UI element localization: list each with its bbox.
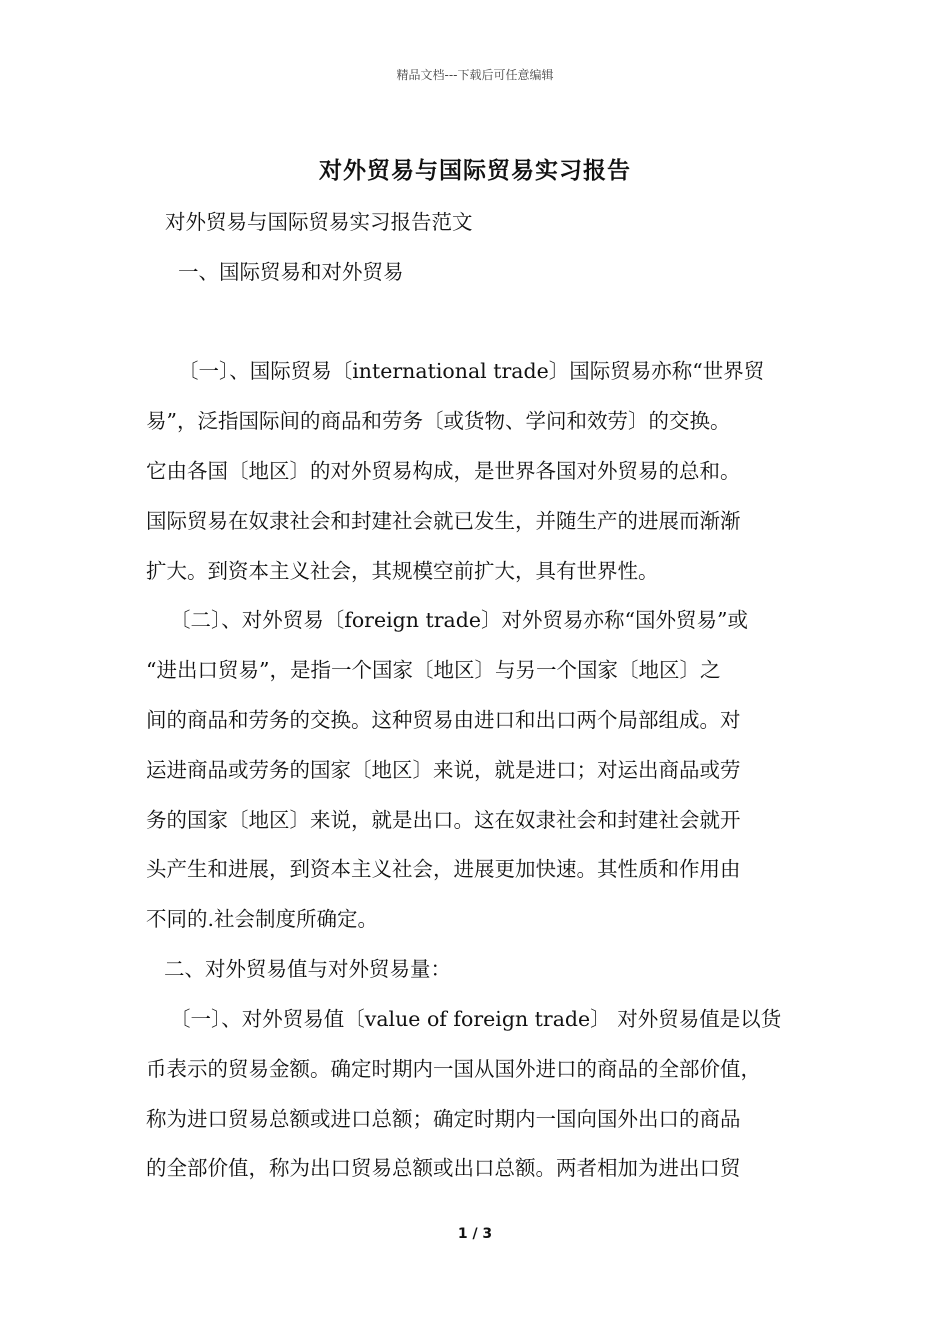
paragraph-line: 币表示的贸易金额。确定时期内一国从国外进口的商品的全部价值， bbox=[146, 1057, 761, 1081]
document-title: 对外贸易与国际贸易实习报告 bbox=[319, 157, 631, 184]
paragraph-line: 头产生和进展，到资本主义社会，进展更加快速。其性质和作用由 bbox=[146, 857, 741, 881]
paragraph-line: 务的国家〔地区〕来说，就是出口。这在奴隶社会和封建社会就开 bbox=[146, 808, 741, 832]
paragraph-line: 不同的.社会制度所确定。 bbox=[146, 907, 379, 931]
paragraph-line: 称为进口贸易总额或进口总额；确定时期内一国向国外出口的商品 bbox=[146, 1107, 741, 1131]
paragraph-line: 的全部价值，称为出口贸易总额或出口总额。两者相加为进出口贸 bbox=[146, 1156, 741, 1180]
paragraph-line: “进出口贸易”，是指一个国家〔地区〕与另一个国家〔地区〕之 bbox=[146, 658, 721, 682]
section-heading-2: 二、对外贸易值与对外贸易量： bbox=[164, 957, 451, 981]
paragraph-line: 国际贸易在奴隶社会和封建社会就已发生，并随生产的进展而渐渐 bbox=[146, 509, 741, 533]
page-header: 精品文档---下载后可任意编辑 bbox=[396, 68, 554, 82]
paragraph-line: 扩大。到资本主义社会，其规模空前扩大，具有世界性。 bbox=[146, 559, 659, 583]
paragraph-line: 运进商品或劳务的国家〔地区〕来说，就是进口；对运出商品或劳 bbox=[146, 758, 741, 782]
section-heading-1: 一、国际贸易和对外贸易 bbox=[178, 260, 404, 284]
subtitle-line: 对外贸易与国际贸易实习报告范文 bbox=[165, 210, 473, 234]
paragraph-line: 易”，泛指国际间的商品和劳务〔或货物、学问和效劳〕的交换。 bbox=[146, 409, 731, 433]
paragraph-line: 〔一〕、对外贸易值〔value of foreign trade〕 对外贸易值是以货 bbox=[170, 1007, 782, 1031]
page-number: 1 / 3 bbox=[457, 1226, 493, 1242]
paragraph-line: 它由各国〔地区〕的对外贸易构成，是世界各国对外贸易的总和。 bbox=[146, 459, 741, 483]
paragraph-line: 间的商品和劳务的交换。这种贸易由进口和出口两个局部组成。对 bbox=[146, 708, 741, 732]
paragraph-line: 〔二〕、对外贸易〔foreign trade〕对外贸易亦称“国外贸易”或 bbox=[170, 608, 748, 632]
paragraph-line: 〔一〕、国际贸易〔international trade〕国际贸易亦称“世界贸 bbox=[178, 359, 765, 383]
